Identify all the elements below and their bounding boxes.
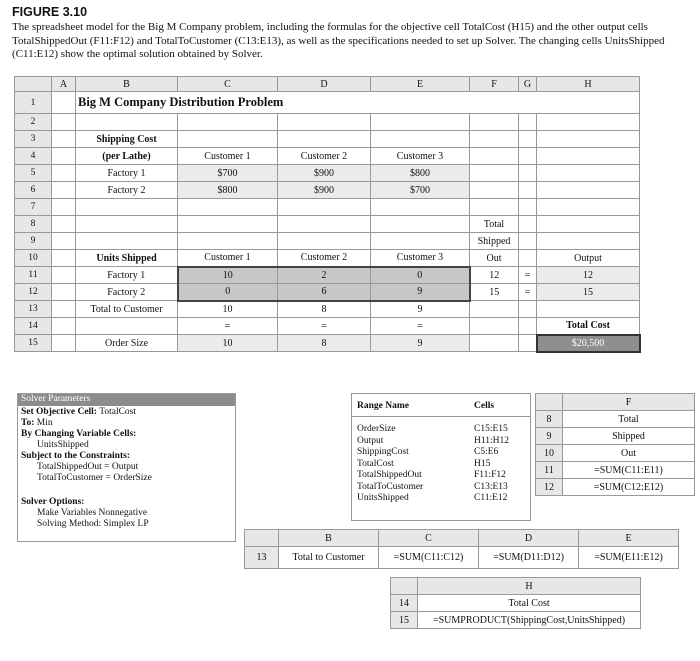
total-to-customer-cell: 8 — [278, 301, 371, 318]
row-header: 7 — [15, 199, 52, 216]
total-to-customer-cell: 9 — [371, 301, 470, 318]
row-header: 12 — [536, 479, 563, 496]
factory-label: Factory 1 — [76, 165, 178, 182]
output-cell: 15 — [537, 284, 640, 301]
to-label: To: — [21, 418, 35, 428]
shipped-out-cell: 15 — [470, 284, 519, 301]
solver-option: Solving Method: Simplex LP — [37, 519, 149, 529]
col-header-f: F — [470, 77, 519, 92]
range-name: ShippingCost — [357, 447, 409, 457]
row-header: 10 — [536, 445, 563, 462]
total-to-customer-label: Total to Customer — [76, 301, 178, 318]
range-name-header: Range Name — [357, 401, 409, 411]
row-header: 15 — [391, 612, 418, 629]
units-cell[interactable]: 0 — [371, 267, 470, 284]
units-cell[interactable]: 6 — [278, 284, 371, 301]
customer-header: Customer 2 — [278, 148, 371, 165]
units-cell[interactable]: 10 — [178, 267, 278, 284]
objective-value: TotalCost — [99, 407, 137, 417]
col-header-d: D — [278, 77, 371, 92]
customer-header: Customer 3 — [371, 250, 470, 267]
customer-header: Customer 2 — [278, 250, 371, 267]
total-cost-cell: $20,500 — [537, 335, 640, 352]
out-label: Out — [470, 250, 519, 267]
to-value: Min — [36, 418, 53, 428]
range-cells: C11:E12 — [474, 493, 508, 503]
row-header: 11 — [536, 462, 563, 479]
cost-cell: $900 — [278, 165, 371, 182]
range-name: OrderSize — [357, 424, 396, 434]
formula-cell: =SUM(E11:E12) — [579, 547, 679, 569]
formula-cell: Total — [563, 411, 695, 428]
cost-cell: $900 — [278, 182, 371, 199]
equals-sign: = — [519, 284, 537, 301]
col-header-b: B — [279, 530, 379, 547]
row-header: 6 — [15, 182, 52, 199]
range-cells: F11:F12 — [474, 470, 506, 480]
cost-cell: $800 — [371, 165, 470, 182]
row-header: 13 — [15, 301, 52, 318]
customer-header: Customer 1 — [178, 148, 278, 165]
output-cell: 12 — [537, 267, 640, 284]
col-header-f: F — [563, 394, 695, 411]
figure-title: FIGURE 3.10 — [12, 5, 88, 19]
row-header: 15 — [15, 335, 52, 352]
changing-label: By Changing Variable Cells: — [21, 429, 137, 439]
row-header: 1 — [15, 92, 52, 114]
order-size-cell: 10 — [178, 335, 278, 352]
row-header: 9 — [15, 233, 52, 250]
col-header-b: B — [76, 77, 178, 92]
output-label: Output — [537, 250, 640, 267]
total-cost-label: Total Cost — [537, 318, 640, 335]
range-cells: C13:E13 — [474, 481, 508, 492]
cost-cell: $700 — [178, 165, 278, 182]
range-name: TotalCost — [357, 458, 394, 469]
solver-parameters-box — [17, 393, 236, 542]
range-name: TotalShippedOut — [357, 470, 422, 480]
range-cells: C5:E6 — [474, 447, 499, 457]
range-cells: C15:E15 — [474, 424, 508, 434]
options-label: Solver Options: — [21, 497, 85, 507]
formula-cell: Out — [563, 445, 695, 462]
col-header-a: A — [52, 77, 76, 92]
row-header: 3 — [15, 131, 52, 148]
cells-header: Cells — [474, 401, 495, 411]
corner-cell — [15, 77, 52, 92]
row-header: 10 — [15, 250, 52, 267]
row-header: 8 — [15, 216, 52, 233]
shipping-cost-label: Shipping Cost — [76, 131, 178, 148]
changing-value: UnitsShipped — [37, 440, 89, 450]
range-name-box — [351, 393, 531, 521]
equals-sign: = — [278, 318, 371, 335]
col-header-c: C — [379, 530, 479, 547]
formula-cell: Shipped — [563, 428, 695, 445]
formula-cell: =SUMPRODUCT(ShippingCost,UnitsShipped) — [418, 612, 641, 629]
range-name: UnitsShipped — [357, 493, 409, 503]
row-header: 5 — [15, 165, 52, 182]
range-name: TotalToCustomer — [357, 481, 424, 492]
equals-sign: = — [519, 267, 537, 284]
order-size-cell: 8 — [278, 335, 371, 352]
range-name: Output — [357, 435, 384, 446]
formula-cell: =SUM(D11:D12) — [479, 547, 579, 569]
row-header: 12 — [15, 284, 52, 301]
col-header-d: D — [479, 530, 579, 547]
spreadsheet-grid — [14, 76, 641, 353]
objective-label: Set Objective Cell: — [21, 407, 97, 417]
formula-table-h — [390, 577, 641, 629]
col-header-g: G — [519, 77, 537, 92]
constraint: TotalToCustomer = OrderSize — [37, 473, 152, 483]
order-size-label: Order Size — [76, 335, 178, 352]
constraints-label: Subject to the Constraints: — [21, 451, 130, 461]
cost-cell: $800 — [178, 182, 278, 199]
units-cell[interactable]: 0 — [178, 284, 278, 301]
units-cell[interactable]: 9 — [371, 284, 470, 301]
factory-label: Factory 1 — [76, 267, 178, 284]
row-header: 9 — [536, 428, 563, 445]
per-lathe-label: (per Lathe) — [76, 148, 178, 165]
formula-cell: =SUM(C12:E12) — [563, 479, 695, 496]
col-header-e: E — [579, 530, 679, 547]
shipped-out-cell: 12 — [470, 267, 519, 284]
col-header-c: C — [178, 77, 278, 92]
formula-cell: Total Cost — [418, 595, 641, 612]
formula-cell: =SUM(C11:E11) — [563, 462, 695, 479]
row-header: 14 — [15, 318, 52, 335]
row-header: 2 — [15, 114, 52, 131]
total-to-customer-cell: 10 — [178, 301, 278, 318]
customer-header: Customer 3 — [371, 148, 470, 165]
row-header: 8 — [536, 411, 563, 428]
order-size-cell: 9 — [371, 335, 470, 352]
sheet-title: Big M Company Distribution Problem — [76, 92, 640, 114]
shipped-label: Shipped — [470, 233, 519, 250]
units-shipped-label: Units Shipped — [76, 250, 178, 267]
customer-header: Customer 1 — [178, 250, 278, 267]
figure-caption: The spreadsheet model for the Big M Company problem, including the formulas for the objective cell TotalCost (H15) and the other output cells TotalShippedOut (F11:F12) and TotalToCustomer (C13:E13), as well as the specifications needed to set up Solver. The changing cells UnitsShipped (C11:E12) show the optimal solution obtained by Solver. — [12, 21, 665, 60]
factory-label: Factory 2 — [76, 182, 178, 199]
row-header: 4 — [15, 148, 52, 165]
range-cells: H15 — [474, 458, 491, 469]
row-header: 13 — [245, 547, 279, 569]
units-cell[interactable]: 2 — [278, 267, 371, 284]
formula-table-row13 — [244, 529, 679, 569]
total-label: Total — [470, 216, 519, 233]
range-cells: H11:H12 — [474, 435, 510, 446]
row-header: 11 — [15, 267, 52, 284]
solver-option: Make Variables Nonnegative — [37, 508, 148, 518]
row-header: 14 — [391, 595, 418, 612]
formula-cell: =SUM(C11:C12) — [379, 547, 479, 569]
solver-header: Solver Parameters — [18, 394, 235, 406]
col-header-h: H — [537, 77, 640, 92]
equals-sign: = — [178, 318, 278, 335]
formula-table-f — [535, 393, 695, 496]
col-header-h: H — [418, 578, 641, 595]
factory-label: Factory 2 — [76, 284, 178, 301]
equals-sign: = — [371, 318, 470, 335]
formula-cell: Total to Customer — [279, 547, 379, 569]
col-header-e: E — [371, 77, 470, 92]
constraint: TotalShippedOut = Output — [37, 462, 139, 472]
cost-cell: $700 — [371, 182, 470, 199]
